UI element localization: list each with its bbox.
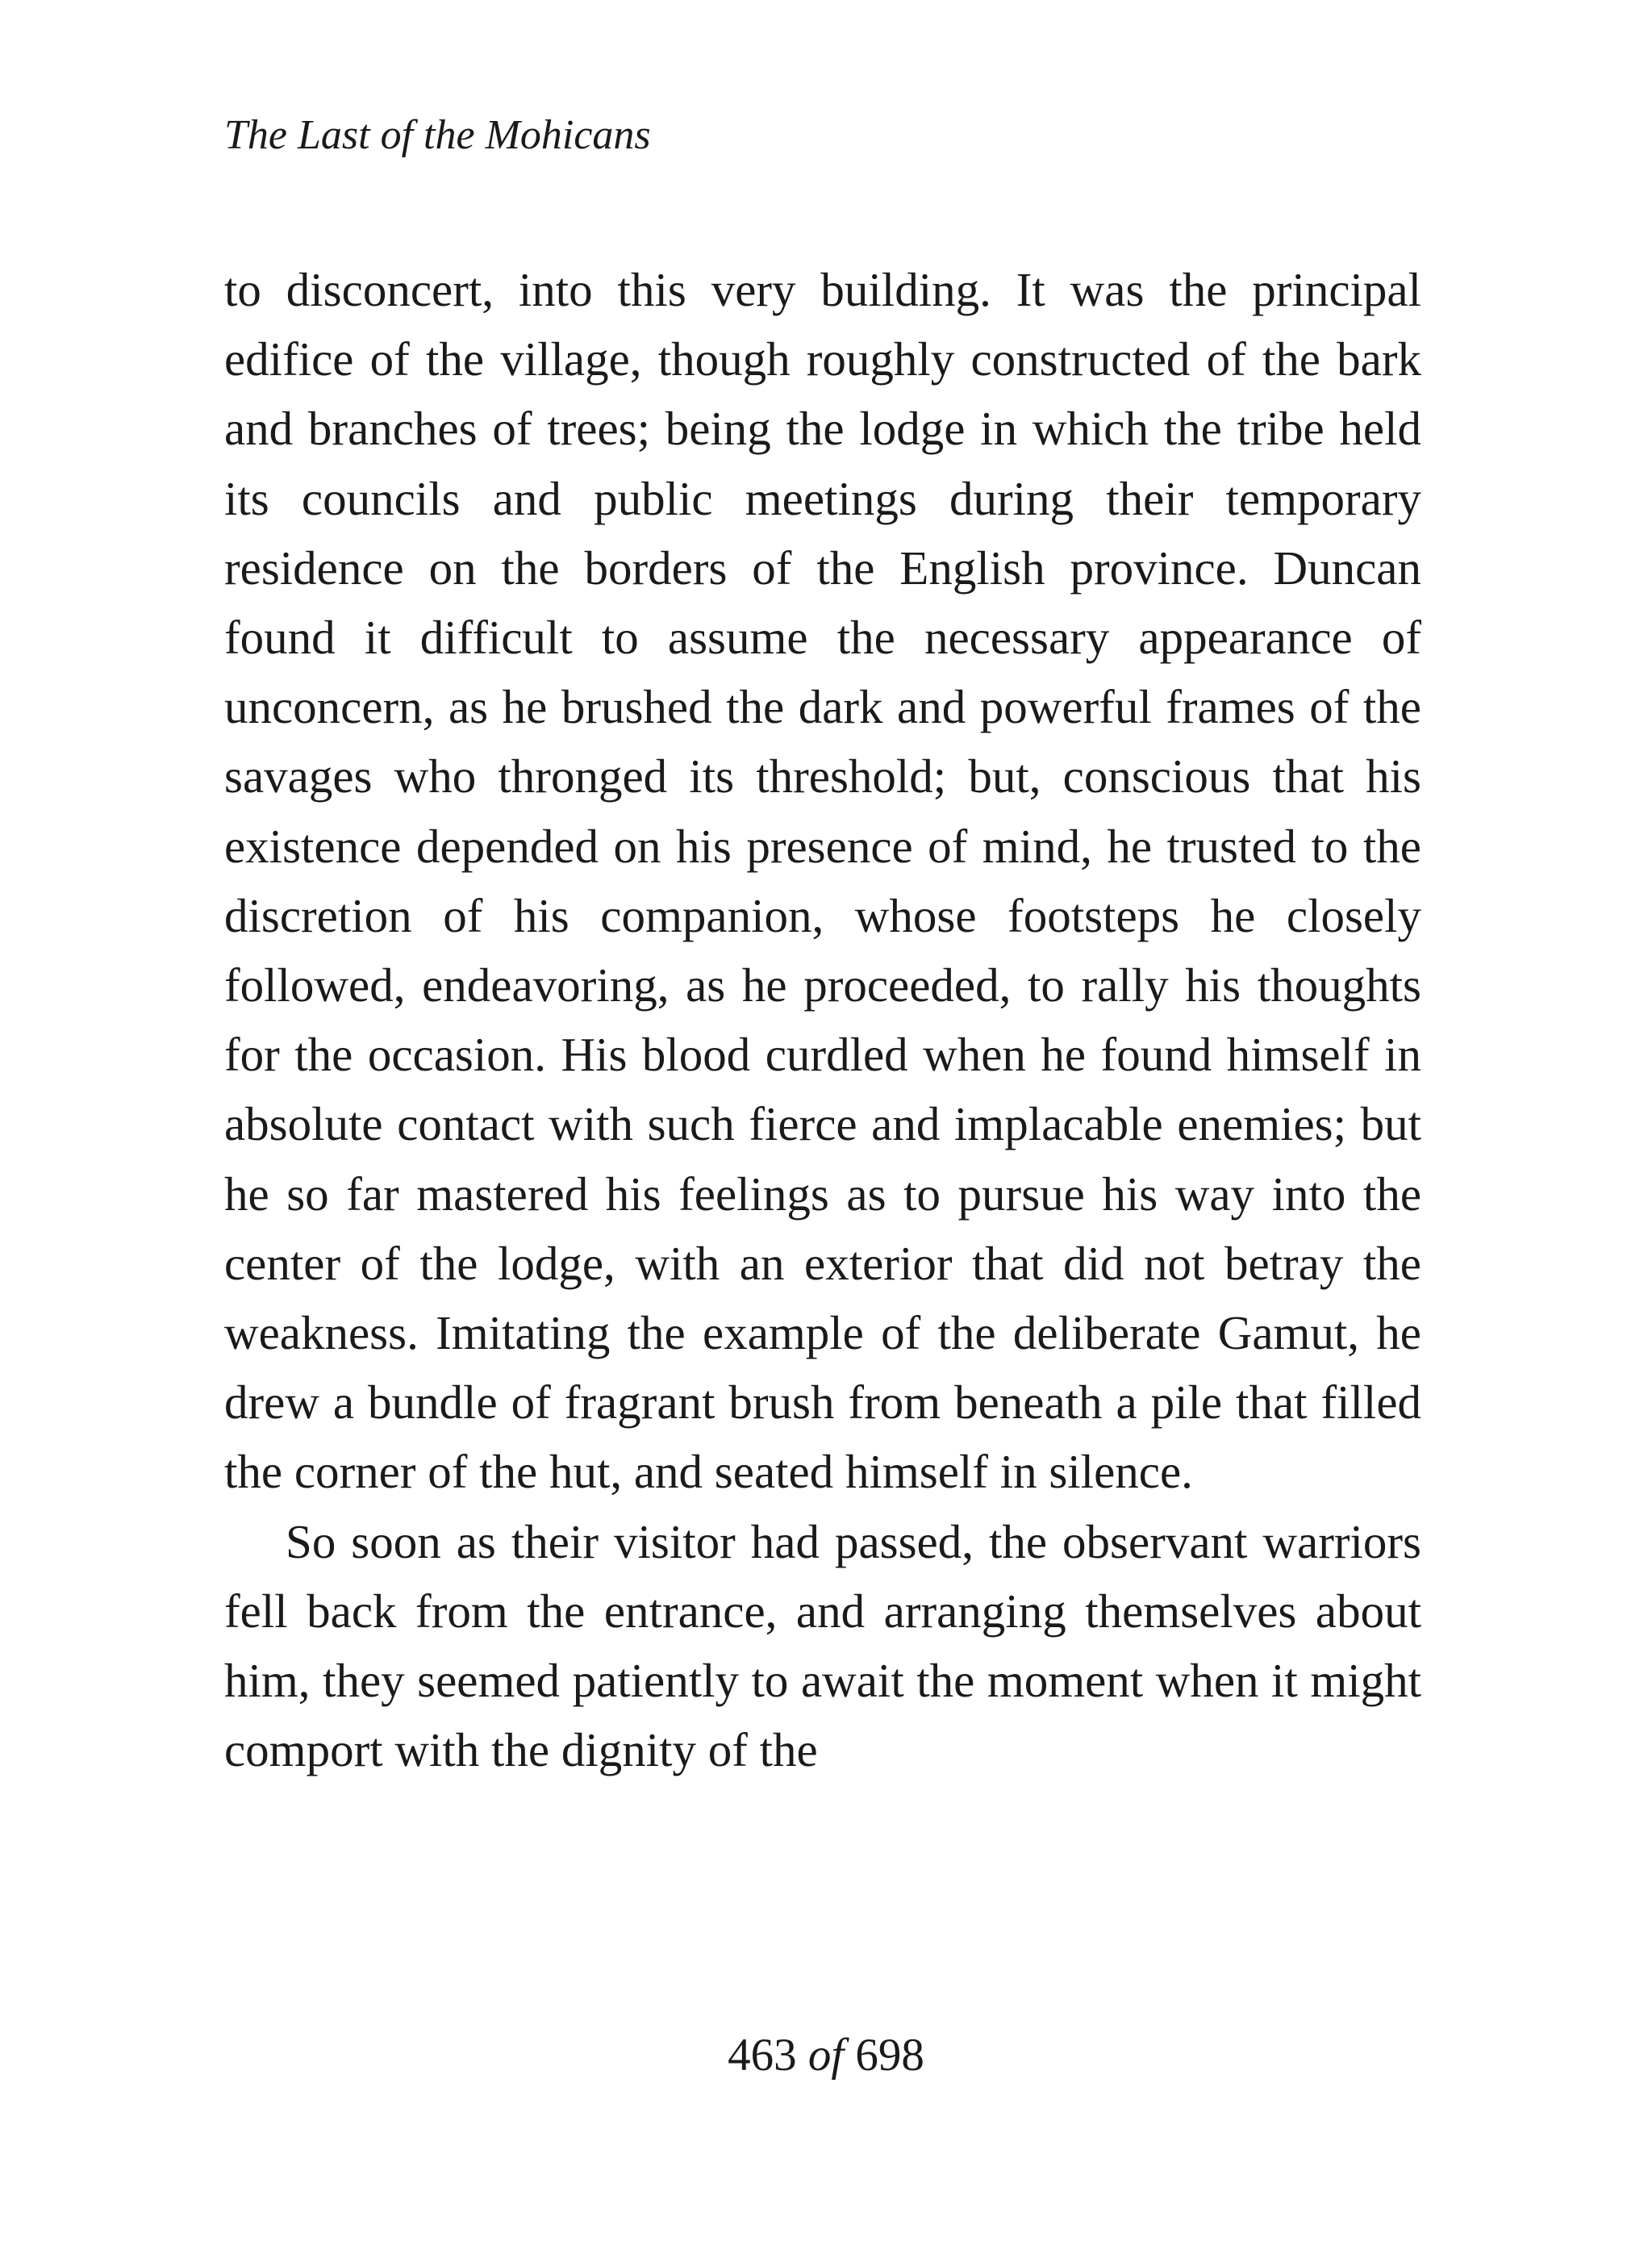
body-text [224, 255, 1421, 1784]
page-of-word: of [807, 2030, 845, 2081]
running-head-title: The Last of the Mohicans [224, 112, 651, 158]
current-page-number: 463 [728, 2030, 797, 2081]
total-page-count: 698 [855, 2030, 924, 2081]
page-number [0, 2023, 1652, 2088]
paragraph-new: So soon as their visitor had passed, the observant warriors fell back from the entrance, and arranging themselves about him, they seemed patiently to await the moment when it might comport with the dignity of the [224, 1514, 1421, 1777]
paragraph-continued: to disconcert, into this very building. It was the principal edifice of the village, though roughly constructed of the bark and branches of trees; being the lodge in which the tribe held its councils and public meetings during their temporary residence on the borders of the English province. Duncan found it difficult to assume the necessary appearance of unconcern, as he brushed the dark and powerful frames of the savages who thronged its threshold; but, conscious that his existence depended on his presence of mind, he trusted to the discretion of his companion, whose footsteps he closely followed, endeavoring, as he proceeded, to rally his thoughts for the occasion. His blood curdled when he found himself in absolute contact with such fierce and implacable enemies; but he so far mastered his feelings as to pursue his way into the center of the lodge, with an exterior that did not betray the weakness. Imitating the example of the deliberate Gamut, he drew a bundle of fragrant brush from beneath a pile that filled the corner of the hut, and seated himself in silence. [224, 263, 1421, 1499]
